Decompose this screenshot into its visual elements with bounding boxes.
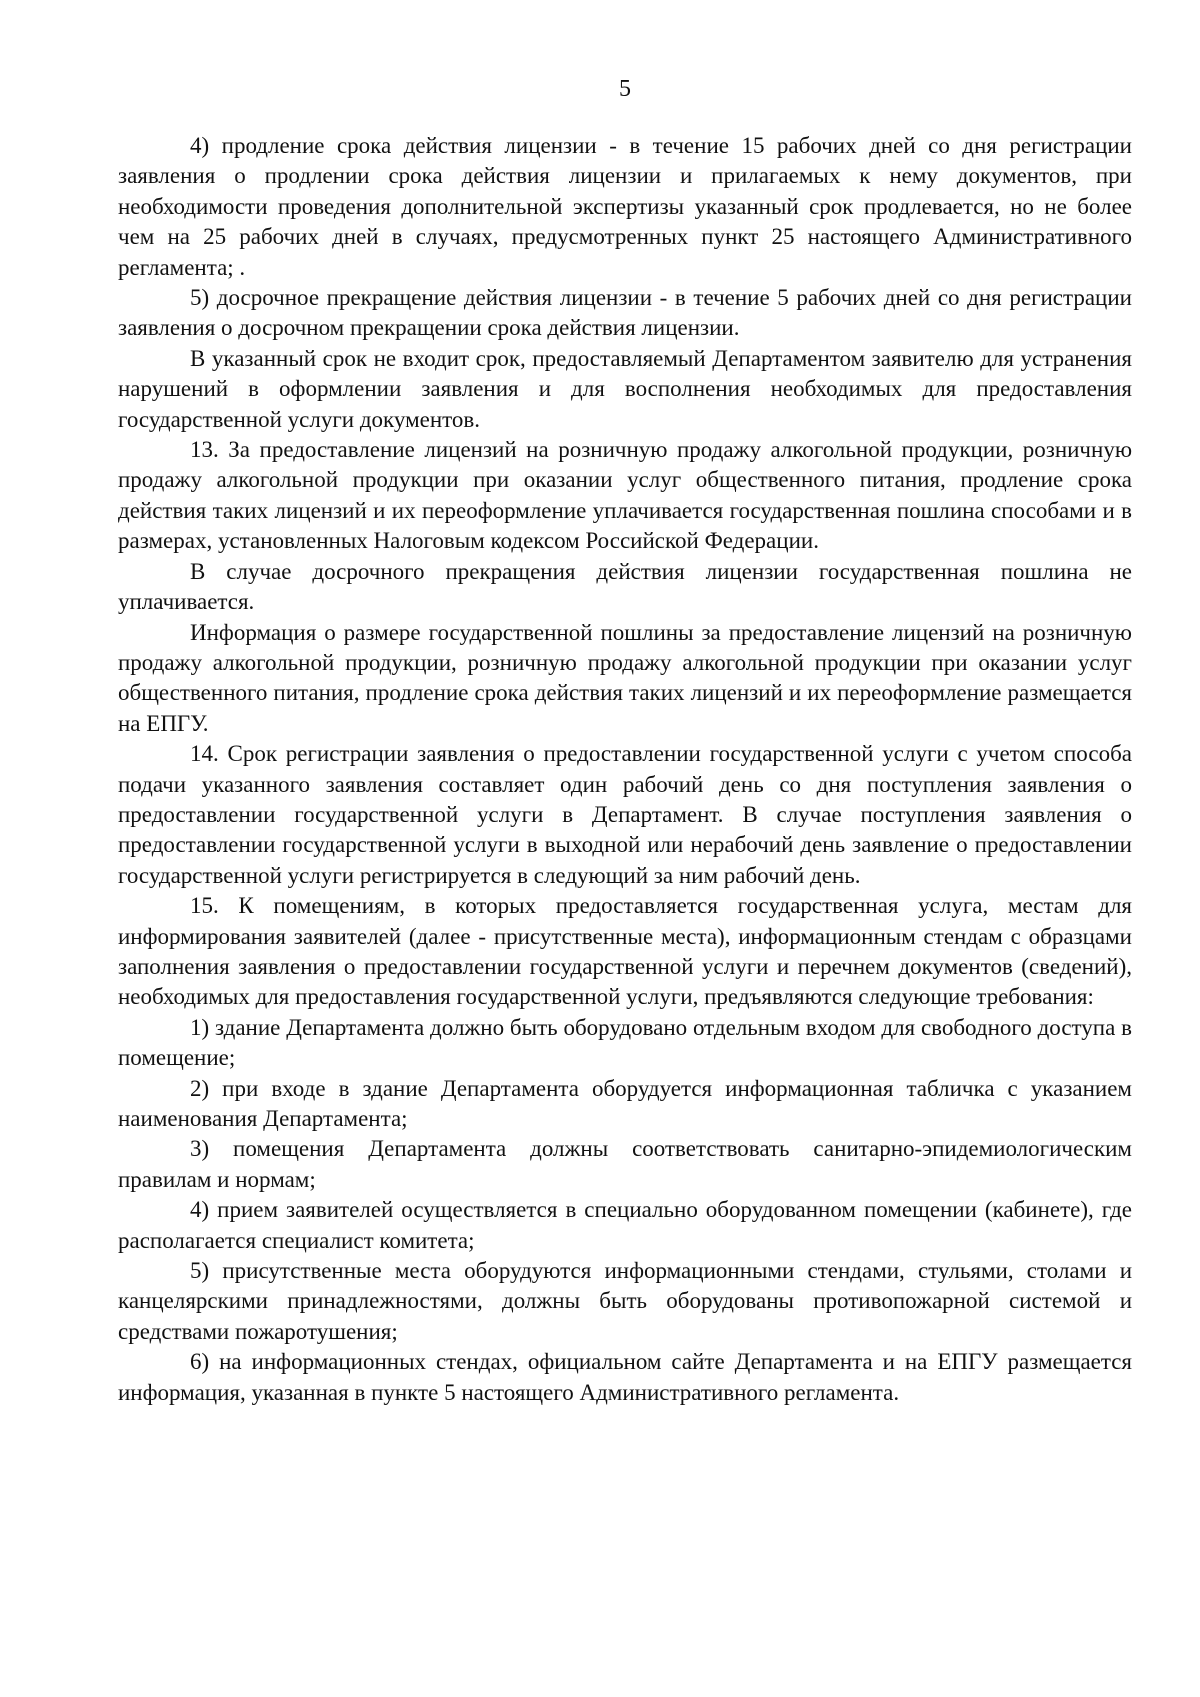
paragraph-requirement-1: 1) здание Департамента должно быть оборудовано отдельным входом для свободного доступа в помещение;	[118, 1014, 1132, 1071]
paragraph-requirement-2: 2) при входе в здание Департамента оборудуется информационная табличка с указанием наименования Департамента;	[118, 1075, 1132, 1131]
paragraph-section-13-state-duty: 13. За предоставление лицензий на розничную продажу алкогольной продукции, розничную продажу алкогольной продукции при оказании услуг общественного питания, продление срока действия таких лицензий и их переоформление уплачивается государственная пошлина способами и в размерах, установленных Налоговым кодексом Российской Федерации.	[118, 437, 1132, 554]
paragraph-license-renewal-term: 4) продление срока действия лицензии - в течение 15 рабочих дней со дня регистрации заявления о продлении срока действия лицензии и прилагаемых к нему документов, при необходимости проведения дополнительной экспертизы указанный срок продлевается, но не более чем на 25 рабочих дней в случаях, предусмотренных пункт 25 настоящего Административного регламента; .	[118, 133, 1132, 280]
paragraph-requirement-3: 3) помещения Департамента должны соответствовать санитарно-эпидемиологическим правилам и нормам;	[118, 1136, 1132, 1192]
paragraph-requirement-6: 6) на информационных стендах, официальном сайте Департамента и на ЕПГУ размещается информация, указанная в пункте 5 настоящего Административного регламента.	[118, 1349, 1132, 1405]
paragraph-section-14-registration: 14. Срок регистрации заявления о предоставлении государственной услуги с учетом способа подачи указанного заявления составляет один рабочий день со дня поступления заявления о предоставлении государственной услуги в Департамент. В случае поступления заявления о предоставлении государственной услуги в выходной или нерабочий день заявление о предоставлении государственной услуги регистрируется в следующий за ним рабочий день.	[118, 741, 1132, 888]
paragraph-requirement-5: 5) присутственные места оборудуются информационными стендами, стульями, столами и канцелярскими принадлежностями, должны быть оборудованы противопожарной системой и средствами пожаротушения;	[118, 1258, 1132, 1344]
paragraph-section-15-premises: 15. К помещениям, в которых предоставляется государственная услуга, местам для информирования заявителей (далее - присутственные места), информационным стендам с образцами заполнения заявления о предоставлении государственной услуги и перечнем документов (сведений), необходимых для предоставления государственной услуги, предъявляются следующие требования:	[118, 893, 1132, 1010]
page-number: 5	[619, 76, 631, 102]
paragraph-early-termination-term: 5) досрочное прекращение действия лицензии - в течение 5 рабочих дней со дня регистрации заявления о досрочном прекращении срока действия лицензии.	[118, 285, 1132, 341]
paragraph-duty-information: Информация о размере государственной пошлины за предоставление лицензий на розничную продажу алкогольной продукции, розничную продажу алкогольной продукции при оказании услуг общественного питания, продление срока действия таких лицензий и их переоформление размещается на ЕПГУ.	[118, 619, 1132, 736]
paragraph-excluded-period: В указанный срок не входит срок, предоставляемый Департаментом заявителю для устранения нарушений в оформлении заявления и для восполнения необходимых для предоставления государственной услуги документов.	[118, 345, 1132, 432]
document-body	[118, 131, 1132, 1408]
paragraph-duty-not-paid: В случае досрочного прекращения действия лицензии государственная пошлина не уплачивается.	[118, 558, 1132, 615]
paragraph-requirement-4: 4) прием заявителей осуществляется в специально оборудованном помещении (кабинете), где располагается специалист комитета;	[118, 1197, 1132, 1253]
